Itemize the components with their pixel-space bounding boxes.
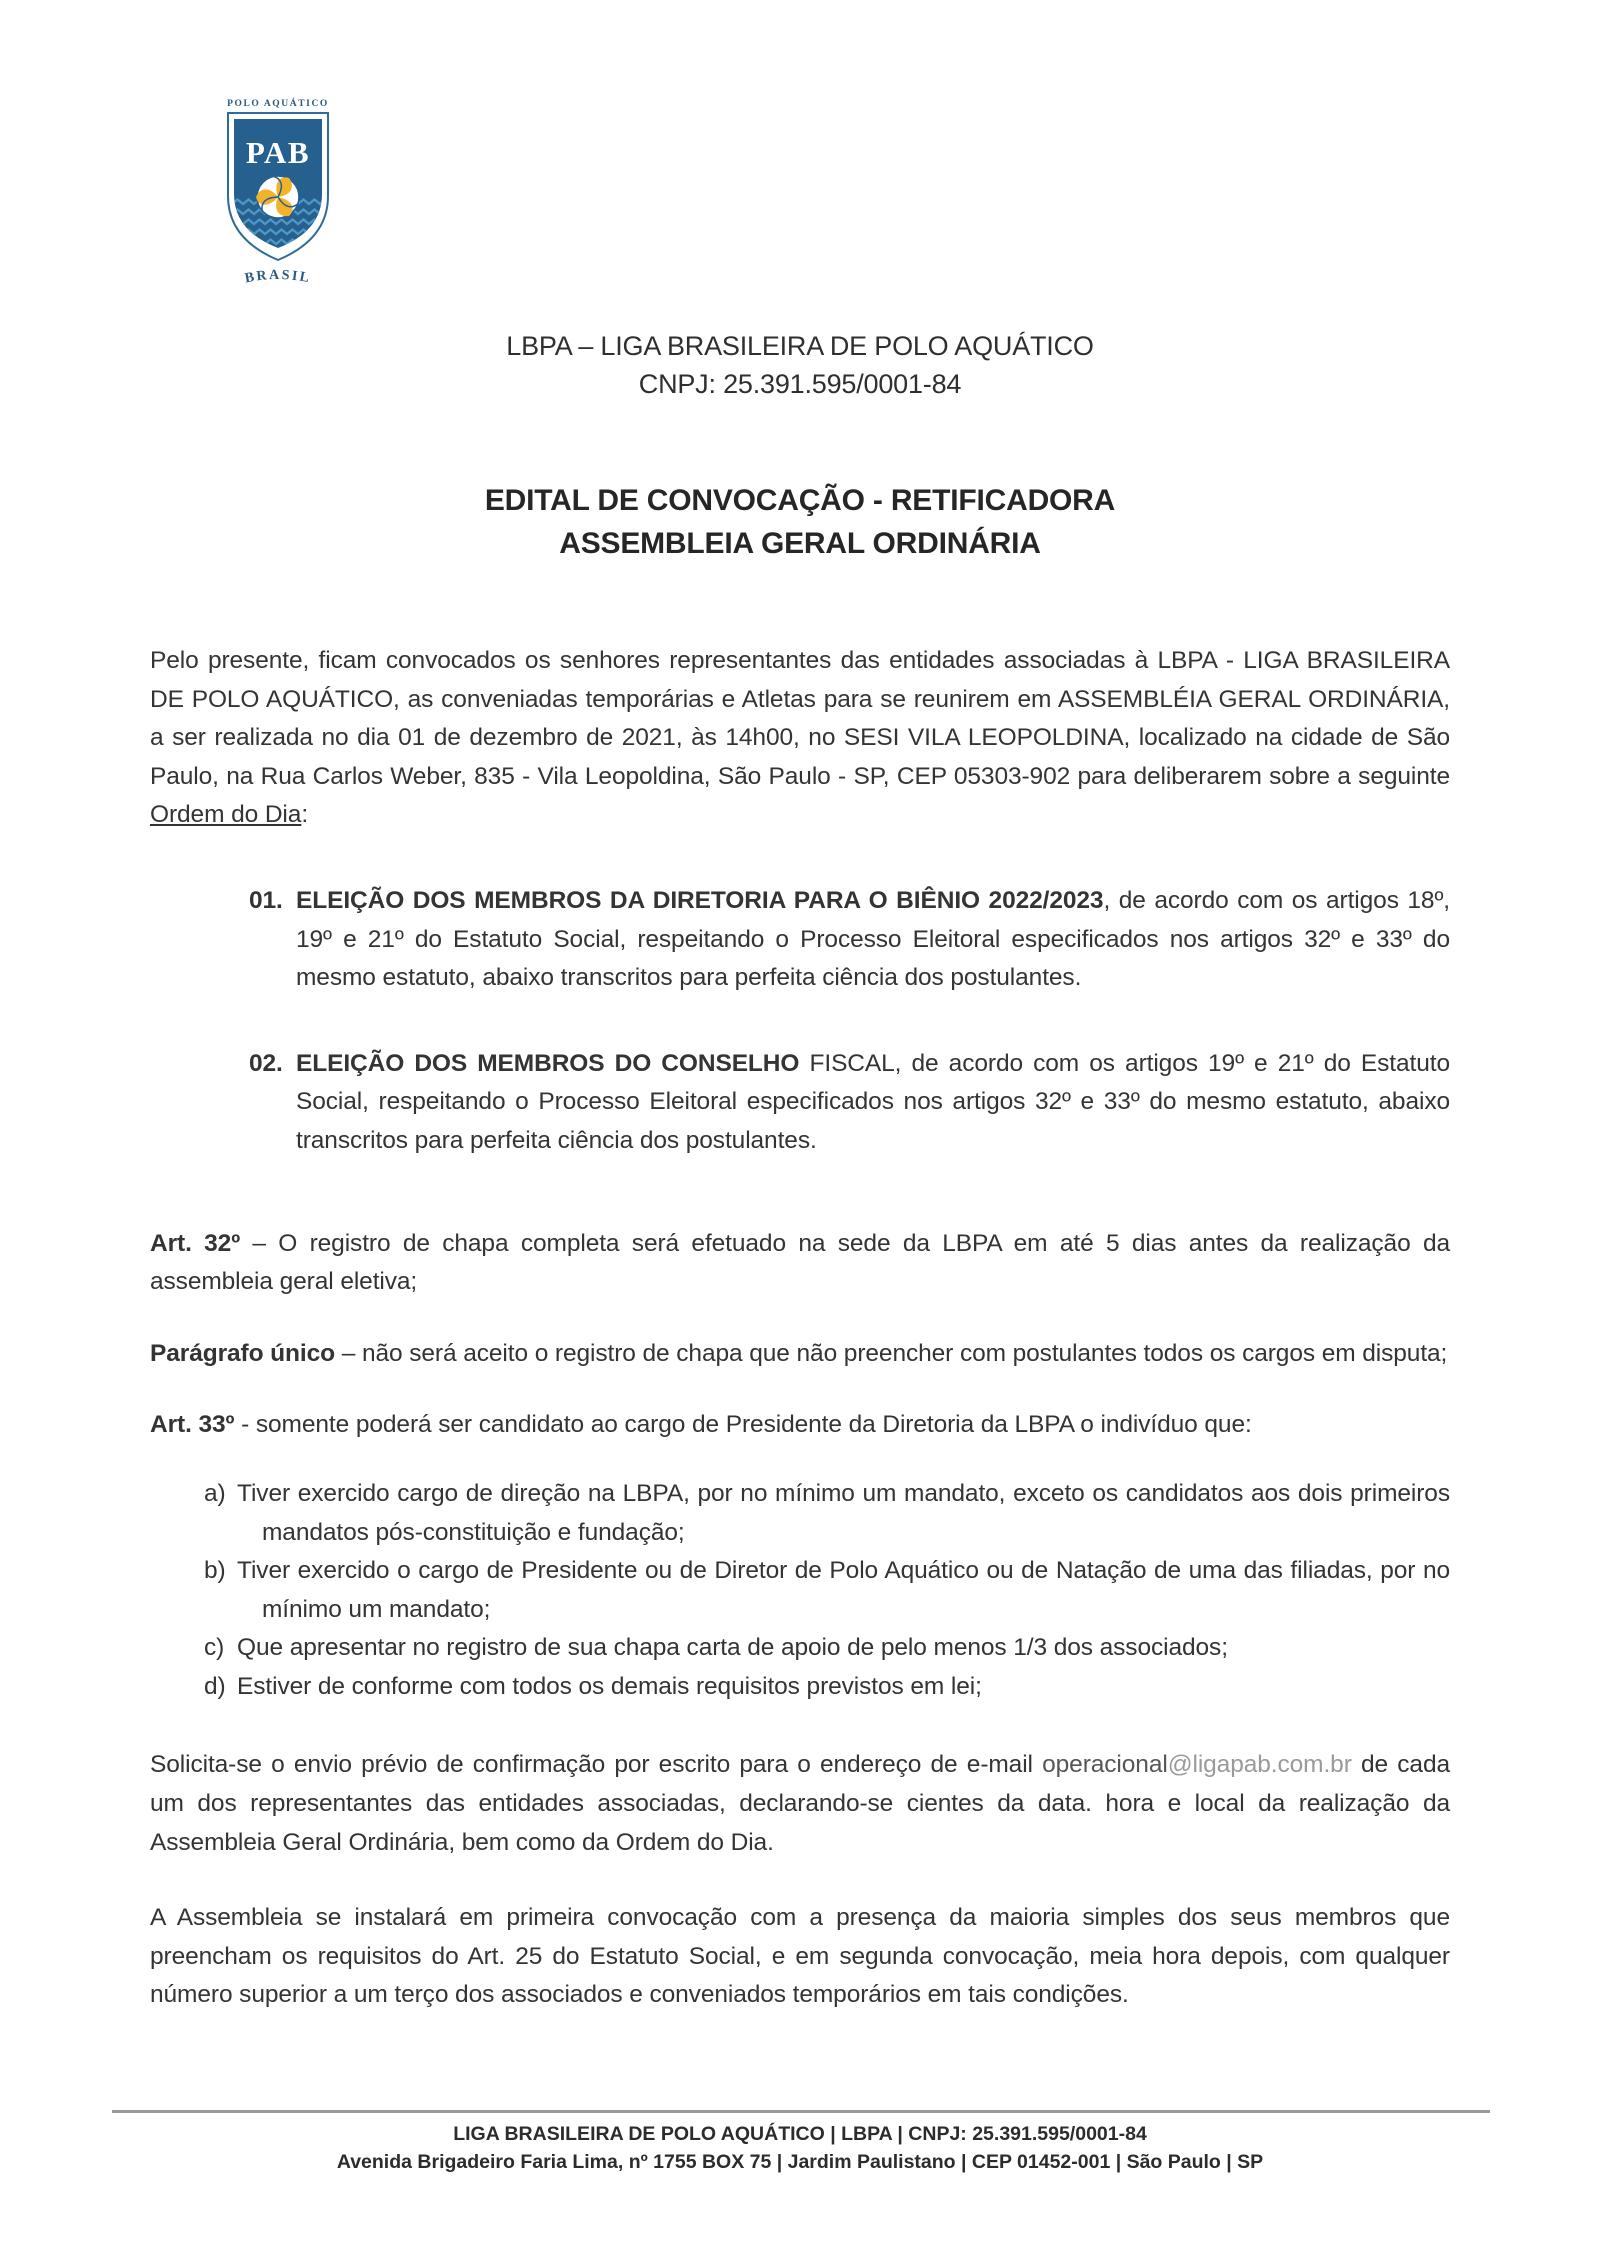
- conditions-list: [150, 1475, 1450, 1707]
- page-footer: [0, 2121, 1600, 2176]
- document-title: [0, 479, 1600, 565]
- pab-shield-logo: [222, 92, 334, 292]
- intro-paragraph: Pelo presente, ficam convocados os senhores representantes das entidades associadas à LBPA - LIGA BRASILEIRA DE POLO AQUÁTICO, as conveniadas temporárias e Atletas para se reunirem em ASSEMBLÉIA GERAL ORDINÁRIA, a ser realizada no dia 01 de dezembro de 2021, às 14h00, no SESI VILA LEOPOLDINA, localizado na cidade de São Paulo, na Rua Carlos Weber, 835 - Vila Leopoldina, São Paulo - SP, CEP 05303-902 para deliberarem sobre a seguinte Ordem do Dia:: [150, 647, 1450, 829]
- org-header: [0, 327, 1600, 403]
- org-logo: [222, 92, 334, 292]
- agenda-item-number: 02.: [249, 1049, 283, 1077]
- condition-item-b: [150, 1552, 1450, 1629]
- article-33-paragraph: Art. 33º - somente poderá ser candidato ao cargo de Presidente da Diretoria da LBPA o indivíduo que:: [150, 1411, 1252, 1439]
- condition-letter: a): [204, 1479, 226, 1507]
- condition-letter: b): [204, 1557, 226, 1585]
- email-link[interactable]: operacional: [1042, 1751, 1168, 1779]
- org-cnpj: CNPJ: 25.391.595/0001-84: [638, 369, 962, 399]
- footer-address-line: Avenida Brigadeiro Faria Lima, nº 1755 BOX 75 | Jardim Paulistano | CEP 01452-001 | São Paulo | SP: [336, 2150, 1264, 2173]
- condition-item-c: [150, 1629, 1450, 1668]
- condition-text: Estiver de conforme com todos os demais requisitos previstos em lei;: [237, 1672, 982, 1700]
- agenda-item-number: 01.: [249, 886, 283, 914]
- logo-bottom-label: BRASIL: [243, 267, 313, 287]
- paragrafo-unico-paragraph: Parágrafo único – não será aceito o registro de chapa que não preencher com postulantes todos os cargos em disputa;: [150, 1339, 1448, 1367]
- org-name: LBPA – LIGA BRASILEIRA DE POLO AQUÁTICO: [506, 331, 1094, 361]
- agenda-item-text: ELEIÇÃO DOS MEMBROS DA DIRETORIA PARA O BIÊNIO 2022/2023, de acordo com os artigos 18º, 19º e 21º do Estatuto Social, respeitando o Processo Eleitoral especificados nos artigos 32º e 33º do mesmo estatuto, abaixo transcritos para perfeita ciência dos postulantes.: [296, 886, 1451, 992]
- agenda-item-02: [150, 1045, 1450, 1161]
- document-body: [150, 642, 1450, 2015]
- doc-title-line1: EDITAL DE CONVOCAÇÃO - RETIFICADORA: [484, 484, 1116, 517]
- logo-shield-text: PAB: [245, 135, 311, 170]
- agenda-item-01: [150, 882, 1450, 998]
- condition-letter: d): [204, 1672, 226, 1700]
- condition-item-d: [150, 1668, 1450, 1707]
- footer-org-line: LIGA BRASILEIRA DE POLO AQUÁTICO | LBPA | CNPJ: 25.391.595/0001-84: [453, 2123, 1147, 2145]
- condition-text: Que apresentar no registro de sua chapa carta de apoio de pelo menos 1/3 dos associados;: [237, 1634, 1228, 1662]
- condition-item-a: [150, 1475, 1450, 1552]
- article-32-paragraph: Art. 32º – O registro de chapa completa será efetuado na sede da LBPA em até 5 dias antes da realização da assembleia geral eletiva;: [150, 1229, 1450, 1296]
- condition-text: Tiver exercido cargo de direção na LBPA, por no mínimo um mandato, exceto os candidatos aos dois primeiros mandatos pós-constituição e fundação;: [237, 1479, 1450, 1546]
- agenda-item-text: ELEIÇÃO DOS MEMBROS DO CONSELHO FISCAL, de acordo com os artigos 19º e 21º do Estatuto Social, respeitando o Processo Eleitoral especificados nos artigos 32º e 33º do mesmo estatuto, abaixo transcritos para perfeita ciência dos postulantes.: [296, 1049, 1451, 1154]
- doc-title-line2: ASSEMBLEIA GERAL ORDINÁRIA: [559, 527, 1041, 560]
- footer-divider: [112, 2110, 1490, 2113]
- confirmation-paragraph: Solicita-se o envio prévio de confirmação por escrito para o endereço de e-mail operacional@ligapab.com.br de cada um dos representantes das entidades associadas, declarando-se cientes da data. hora e local da realização da Assembleia Geral Ordinária, bem como da Ordem do Dia.: [150, 1751, 1450, 1856]
- email-link-domain[interactable]: @ligapab.com.br: [1167, 1751, 1352, 1779]
- condition-letter: c): [204, 1634, 225, 1662]
- logo-top-label: POLO AQUÁTICO: [227, 99, 329, 109]
- quorum-paragraph: A Assembleia se instalará em primeira convocação com a presença da maioria simples dos seus membros que preencham os requisitos do Art. 25 do Estatuto Social, e em segunda convocação, meia hora depois, com qualquer número superior a um terço dos associados e conveniados temporários em tais condições.: [150, 1904, 1450, 2009]
- condition-text: Tiver exercido o cargo de Presidente ou de Diretor de Polo Aquático ou de Natação de uma das filiadas, por no mínimo um mandato;: [237, 1557, 1450, 1623]
